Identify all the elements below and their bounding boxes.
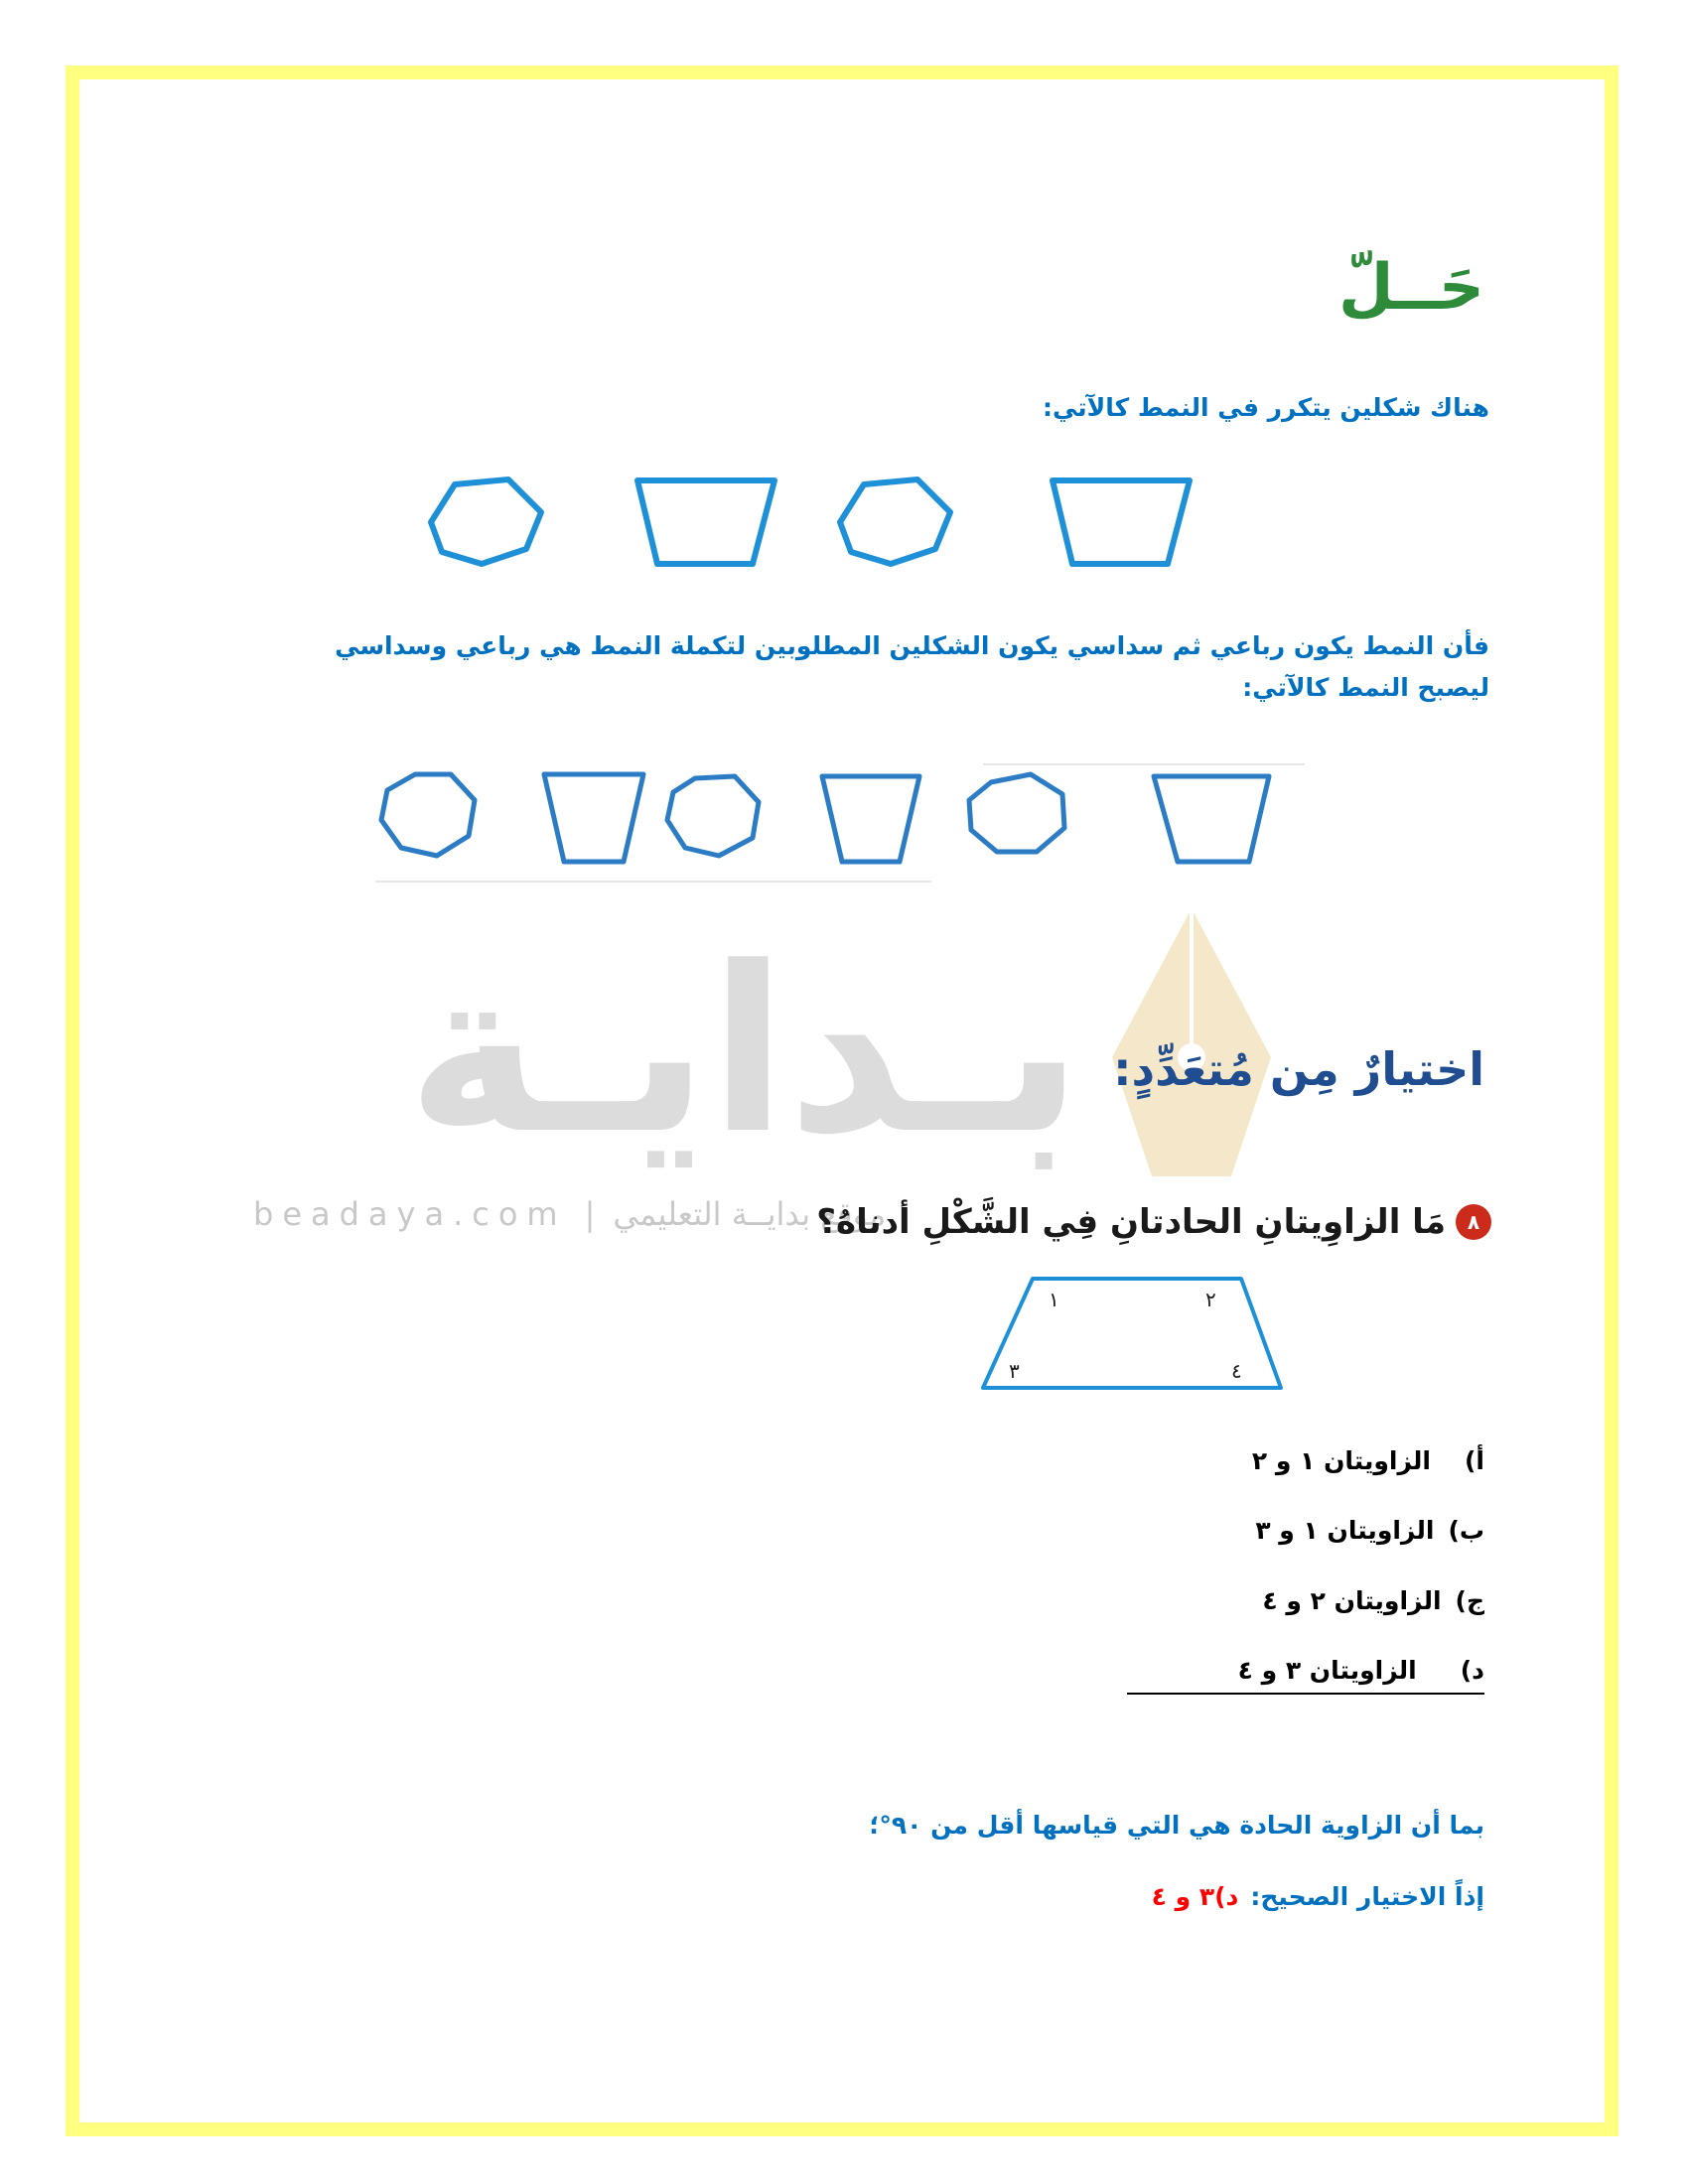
option-letter: ج) bbox=[1455, 1586, 1484, 1615]
option-text: الزاويتان ١ و ٣ bbox=[1255, 1516, 1435, 1545]
watermark-separator: | bbox=[584, 1195, 596, 1233]
angle-label-2: ٢ bbox=[1205, 1288, 1216, 1311]
trapezoid-shape bbox=[544, 774, 643, 862]
option-b[interactable] bbox=[1087, 1511, 1484, 1551]
heptagon-shape bbox=[431, 479, 541, 564]
trapezoid-shape bbox=[822, 776, 919, 862]
option-letter: أ) bbox=[1465, 1446, 1484, 1475]
pattern-row-2 bbox=[375, 756, 1309, 886]
option-a[interactable] bbox=[1087, 1441, 1484, 1481]
answer-prefix: إذاً الاختيار الصحيح: bbox=[1250, 1882, 1484, 1911]
reason-text: بما أن الزاوية الحادة هي التي قياسها أقل من ٩٠°؛ bbox=[869, 1811, 1484, 1840]
trapezoid-shape bbox=[1053, 480, 1190, 564]
option-text: الزاويتان ٣ و ٤ bbox=[1237, 1656, 1417, 1685]
heptagon-shape bbox=[381, 774, 475, 856]
heptagon-shape bbox=[667, 776, 759, 856]
answer-value: د)٣ و ٤ bbox=[1151, 1882, 1239, 1911]
option-d[interactable] bbox=[1127, 1651, 1484, 1695]
option-letter: د) bbox=[1460, 1656, 1484, 1685]
angle-label-1: ١ bbox=[1049, 1288, 1059, 1311]
trapezoid-figure bbox=[973, 1271, 1291, 1400]
option-text: الزاويتان ١ و ٢ bbox=[1251, 1446, 1431, 1475]
trapezoid-shape bbox=[637, 480, 774, 564]
watermark-site-label: موقع بدايــة التعليمي bbox=[613, 1195, 887, 1233]
heptagon-shape bbox=[840, 479, 950, 564]
option-c[interactable] bbox=[1087, 1581, 1484, 1621]
question-text: مَا الزاوِيتانِ الحادتانِ فِي الشَّكْلِ أدناهُ؟ bbox=[816, 1202, 1446, 1242]
angle-label-4: ٤ bbox=[1231, 1359, 1242, 1383]
watermark-site-text: beadaya.com bbox=[253, 1195, 567, 1233]
option-text: الزاويتان ٢ و ٤ bbox=[1262, 1586, 1442, 1615]
pattern-row-1 bbox=[427, 475, 1221, 574]
trapezoid-shape bbox=[1154, 776, 1269, 862]
option-letter: ب) bbox=[1448, 1516, 1484, 1545]
intro-text: هناك شكلين يتكرر في النمط كالآتي: bbox=[1042, 393, 1489, 422]
answer-line bbox=[591, 1876, 1484, 1918]
multiple-choice-heading: اختيارٌ مِن مُتعَدِّدٍ: bbox=[1113, 1042, 1484, 1096]
question-line bbox=[776, 1194, 1491, 1250]
question-number-badge: ٨ bbox=[1456, 1204, 1491, 1240]
hal-title: حَــلّ bbox=[1338, 251, 1484, 325]
watermark-logo-text: بـدايـة bbox=[406, 919, 1083, 1184]
heptagon-shape bbox=[969, 774, 1064, 852]
explanation-text: فأن النمط يكون رباعي ثم سداسي يكون الشكلين المطلوبين لتكملة النمط هي رباعي وسداسي ليصبح النمط كالآتي: bbox=[335, 631, 1489, 702]
angle-label-3: ٣ bbox=[1009, 1359, 1020, 1383]
